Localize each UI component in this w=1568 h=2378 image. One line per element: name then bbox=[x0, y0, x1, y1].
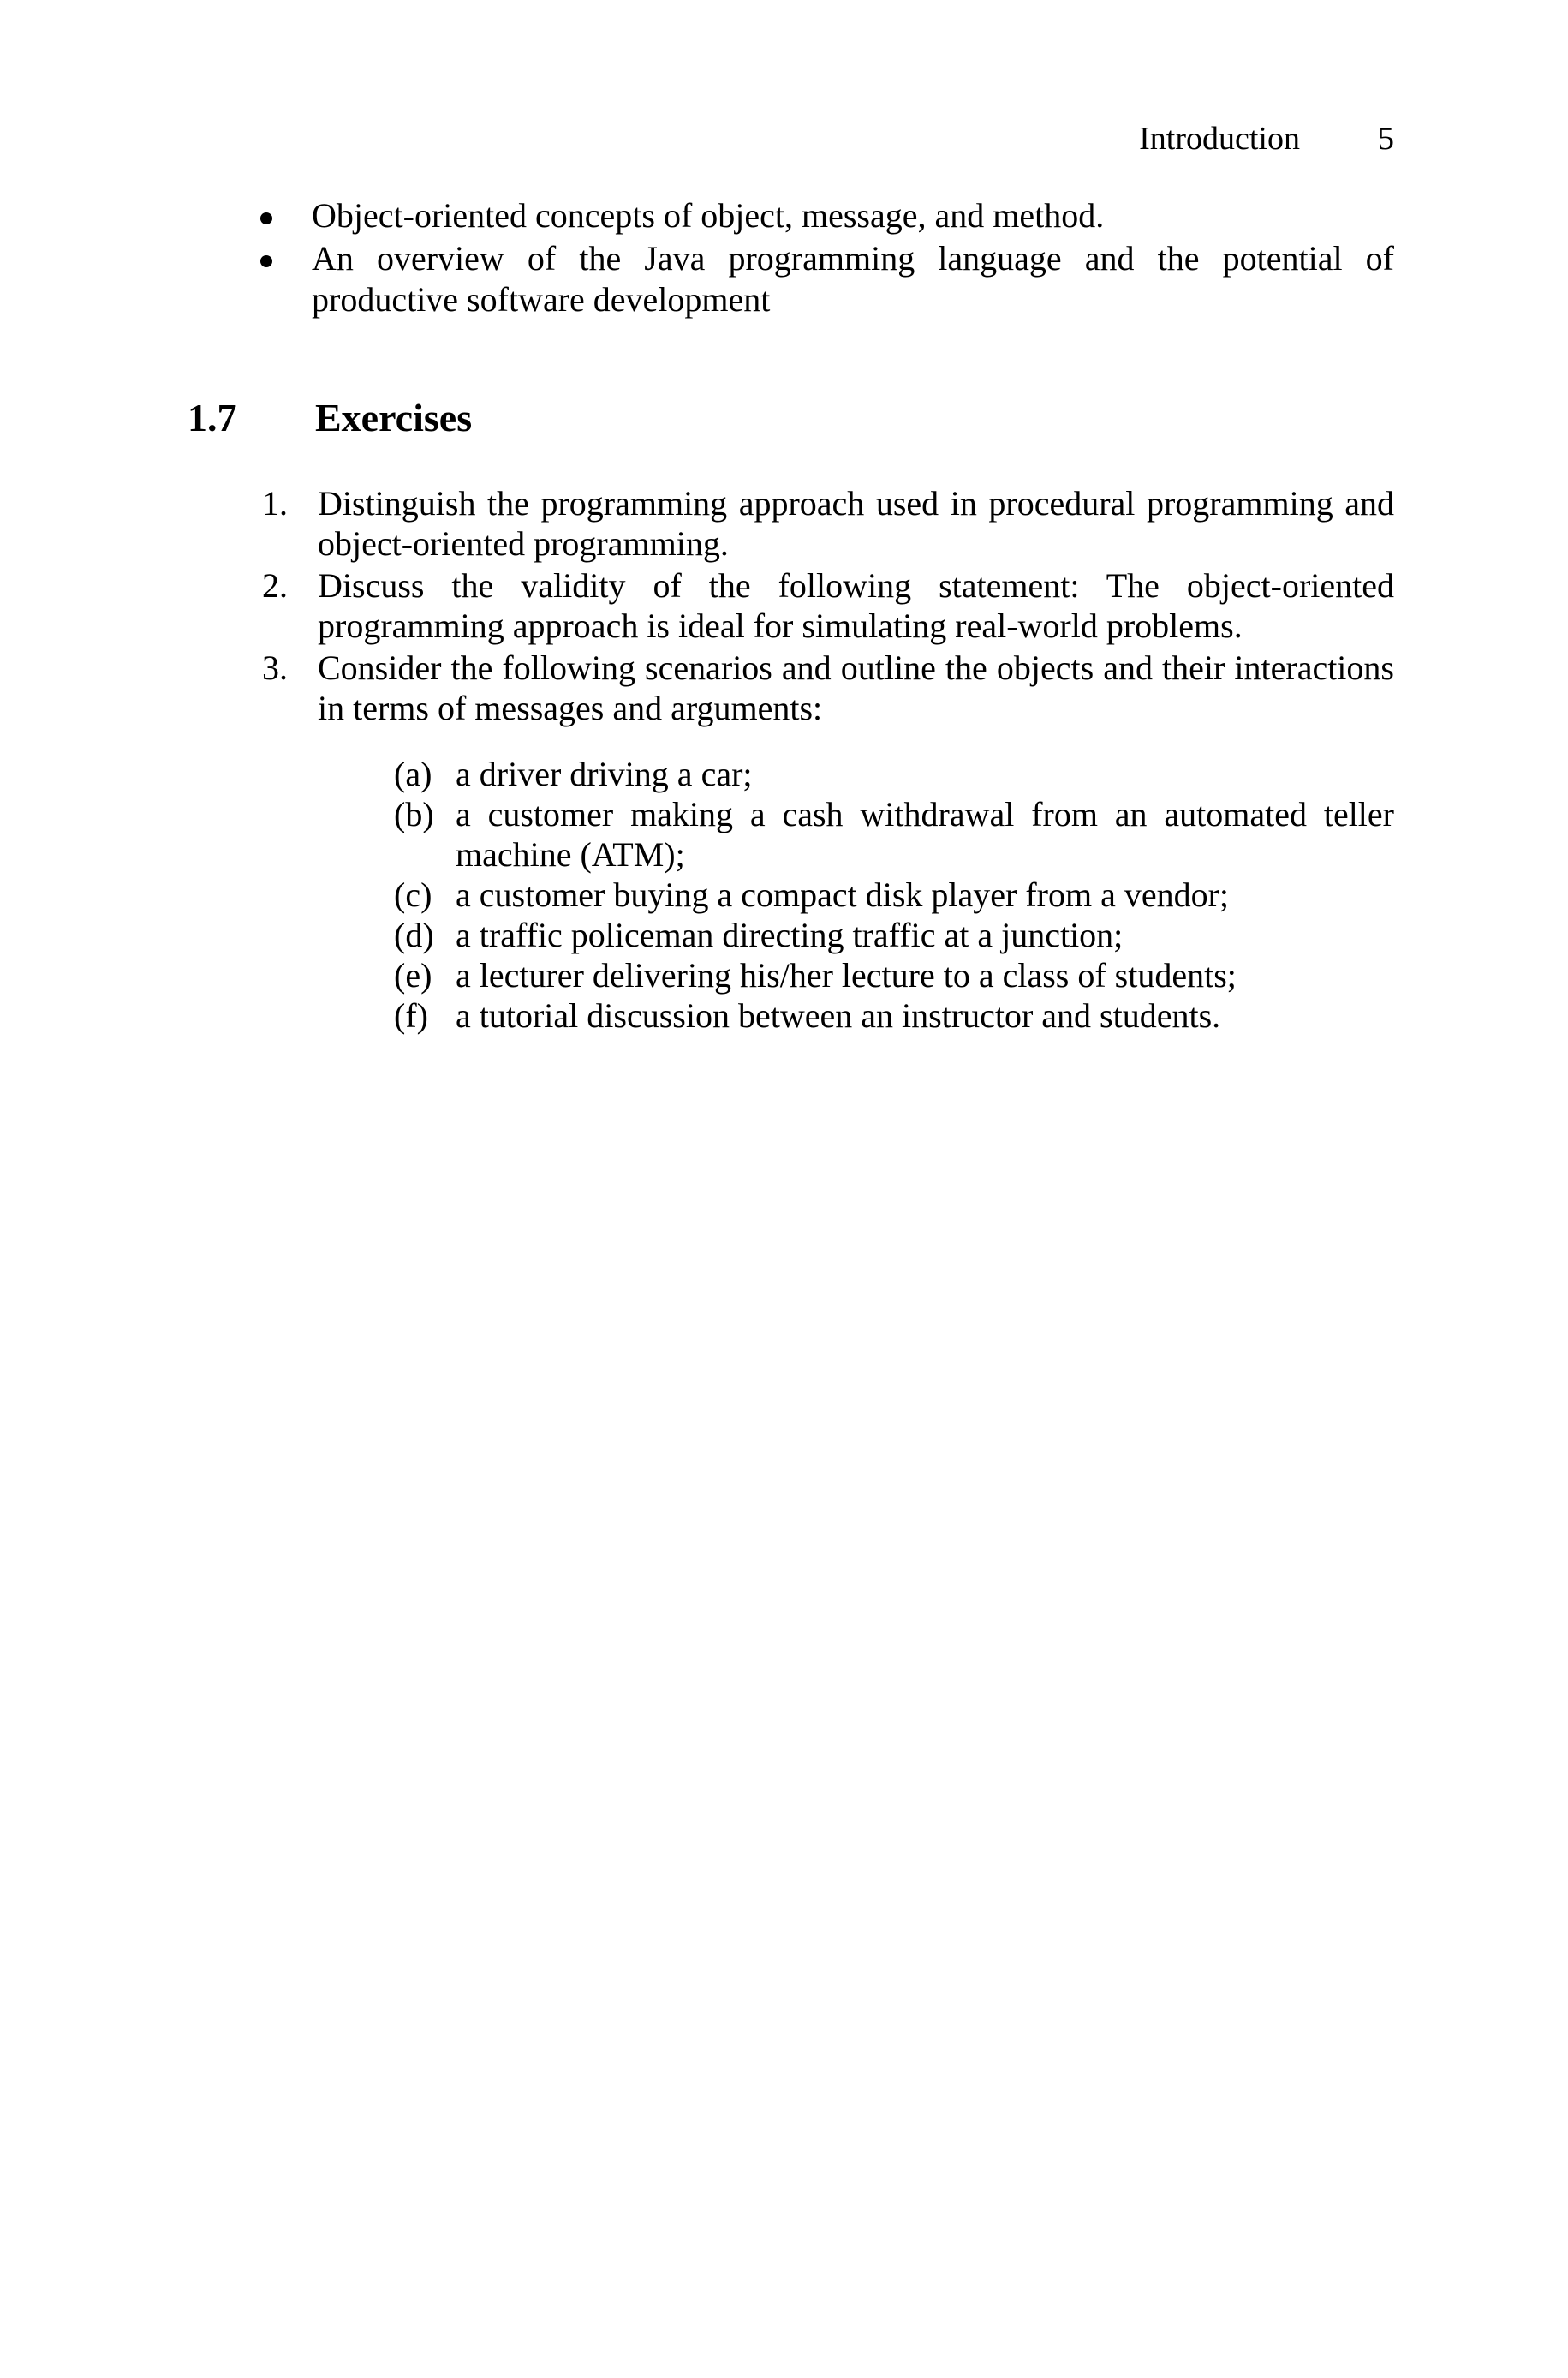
section-title: Exercises bbox=[315, 396, 473, 439]
exercise-number: 2. bbox=[262, 566, 288, 605]
scenario-letter: (a) bbox=[394, 755, 432, 793]
scenario-text: a traffic policeman directing traffic at a junction; bbox=[456, 916, 1124, 954]
exercise-list bbox=[0, 483, 1568, 1036]
exercise-number: 1. bbox=[262, 484, 288, 523]
scenario-item bbox=[0, 955, 1568, 995]
scenario-text: a customer buying a compact disk player from a vendor; bbox=[456, 875, 1230, 914]
bullet-item bbox=[0, 238, 1568, 320]
scenario-list bbox=[0, 754, 1568, 1036]
exercise-item bbox=[0, 483, 1568, 564]
running-header-title: Introduction bbox=[1139, 121, 1300, 157]
exercise-text: Consider the following scenarios and outline the objects and their interactions in terms of messages and arguments: bbox=[318, 648, 1394, 727]
scenario-item bbox=[0, 995, 1568, 1036]
scenario-letter: (b) bbox=[394, 795, 434, 833]
page-number: 5 bbox=[1378, 121, 1394, 157]
exercise-text: Distinguish the programming approach used in procedural programming and object-oriented programming. bbox=[318, 484, 1394, 563]
scenario-text: a driver driving a car; bbox=[456, 755, 753, 793]
bullet-item bbox=[0, 195, 1568, 236]
scenario-letter: (e) bbox=[394, 956, 432, 995]
exercise-text: Discuss the validity of the following statement: The object-oriented programming approach is ideal for simulating real-world problems. bbox=[318, 566, 1394, 645]
scenario-letter: (f) bbox=[394, 996, 428, 1035]
exercise-item bbox=[0, 648, 1568, 728]
bullet-text: Object-oriented concepts of object, message, and method. bbox=[312, 196, 1105, 235]
scenario-text: a tutorial discussion between an instructor and students. bbox=[456, 996, 1221, 1035]
bullet-dot-icon bbox=[260, 255, 272, 267]
bullet-dot-icon bbox=[260, 212, 272, 224]
running-header bbox=[942, 117, 1394, 160]
scenario-item bbox=[0, 794, 1568, 875]
scenario-item bbox=[0, 754, 1568, 794]
scenario-item bbox=[0, 915, 1568, 955]
exercise-number: 3. bbox=[262, 648, 288, 687]
section-number: 1.7 bbox=[188, 396, 237, 439]
scenario-text: a lecturer delivering his/her lecture to a class of students; bbox=[456, 956, 1237, 995]
scenario-text: a customer making a cash withdrawal from an automated teller machine (ATM); bbox=[456, 795, 1394, 874]
exercise-item bbox=[0, 565, 1568, 646]
scenario-letter: (d) bbox=[394, 916, 434, 954]
scenario-item bbox=[0, 875, 1568, 915]
bullet-text: An overview of the Java programming language and the potential of productive software development bbox=[312, 239, 1394, 319]
summary-bullet-list bbox=[0, 195, 1568, 322]
scenario-letter: (c) bbox=[394, 875, 432, 914]
